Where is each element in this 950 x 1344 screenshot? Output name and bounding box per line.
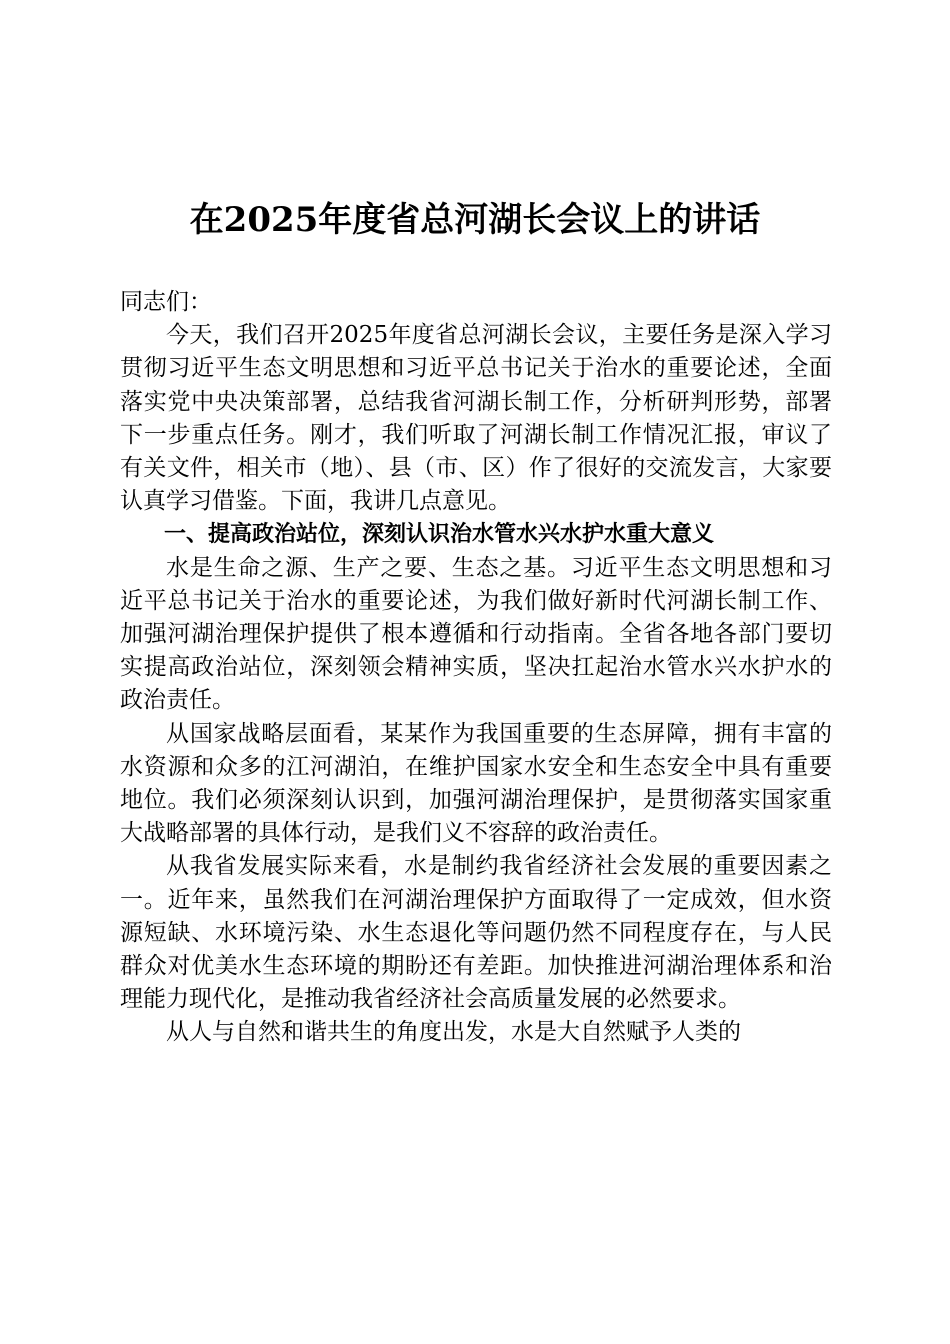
paragraph-national-strategy: 从国家战略层面看，某某作为我国重要的生态屏障，拥有丰富的水资源和众多的江河湖泊，在维护国家水安全和生态安全中具有重要地位。我们必须深刻认识到，加强河湖治理保护，是贯彻落实国家重大战略部署的具体行动，是我们义不容辞的政治责任。: [120, 720, 832, 847]
document-body: [120, 286, 832, 1050]
paragraph-intro: 今天，我们召开2025年度省总河湖长会议，主要任务是深入学习贯彻习近平生态文明思想和习近平总书记关于治水的重要论述，全面落实党中央决策部署，总结我省河湖长制工作，分析研判形势，部署下一步重点任务。刚才，我们听取了河湖长制工作情况汇报，审议了有关文件，相关市（地）、县（市、区）作了很好的交流发言，大家要认真学习借鉴。下面，我讲几点意见。: [120, 322, 832, 515]
salutation: 同志们：: [120, 289, 212, 315]
paragraph-significance: 水是生命之源、生产之要、生态之基。习近平生态文明思想和习近平总书记关于治水的重要论述，为我们做好新时代河湖长制工作、加强河湖治理保护提供了根本遵循和行动指南。全省各地各部门要切实提高政治站位，深刻领会精神实质，坚决扛起治水管水兴水护水的政治责任。: [120, 554, 832, 714]
paragraph-harmony: 从人与自然和谐共生的角度出发，水是大自然赋予人类的: [166, 1019, 741, 1046]
section-heading-1: 一、提高政治站位，深刻认识治水管水兴水护水重大意义: [164, 522, 715, 548]
page-title: 在2025年度省总河湖长会议上的讲话: [189, 200, 761, 240]
paragraph-provincial-development: 从我省发展实际来看，水是制约我省经济社会发展的重要因素之一。近年来，虽然我们在河湖治理保护方面取得了一定成效，但水资源短缺、水环境污染、水生态退化等问题仍然不同程度存在，与人民群众对优美水生态环境的期盼还有差距。加快推进河湖治理体系和治理能力现代化，是推动我省经济社会高质量发展的必然要求。: [120, 853, 832, 1013]
